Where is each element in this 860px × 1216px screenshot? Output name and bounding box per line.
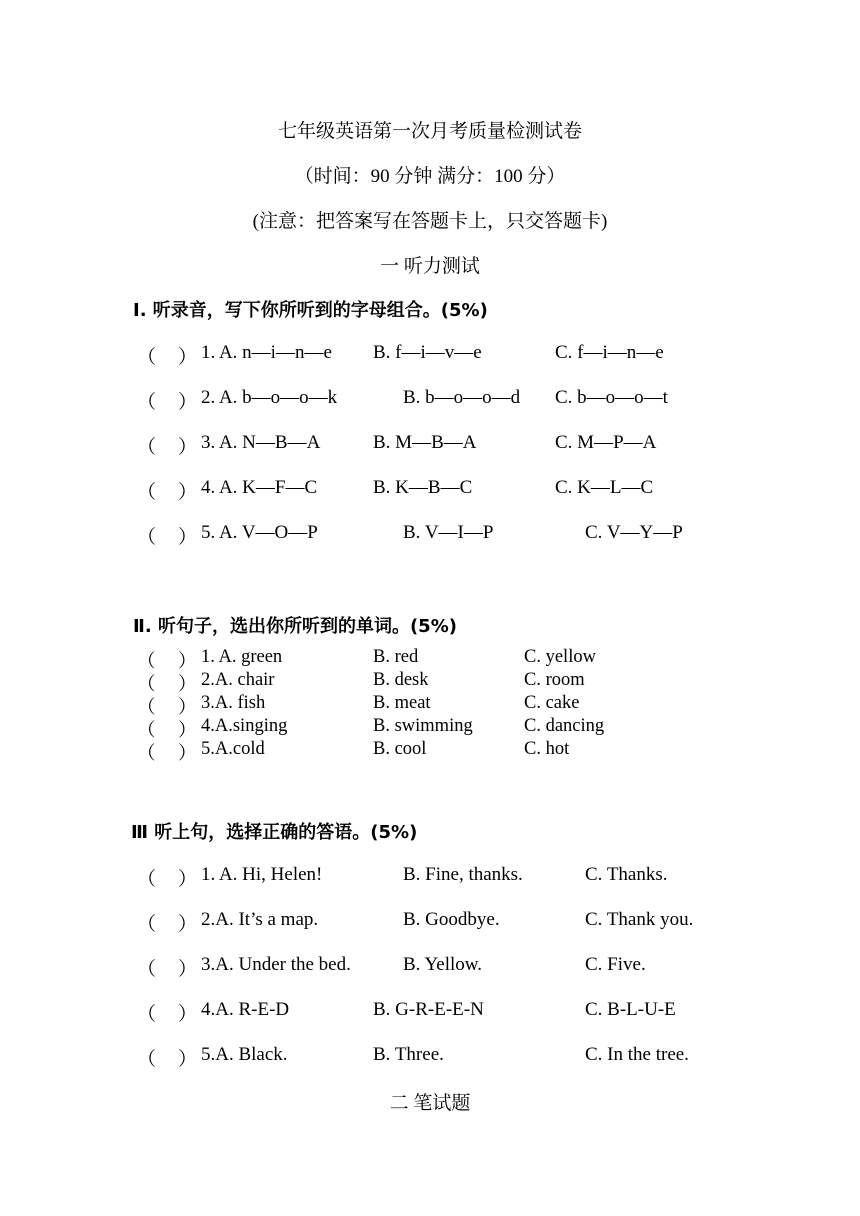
option-a: 2. A. b—o—o—k	[201, 387, 338, 408]
answer-close-paren: ）	[178, 869, 198, 890]
option-c: C. K—L—C	[555, 477, 654, 498]
answer-open-paren: （	[137, 675, 156, 695]
answer-close-paren: ）	[178, 744, 197, 764]
question-row	[0, 716, 860, 740]
answer-open-paren: （	[137, 437, 157, 458]
option-b: B. Goodbye.	[403, 909, 500, 930]
question-row	[0, 864, 860, 888]
option-b: B. meat	[373, 693, 431, 713]
time-info: （时间：90 分钟 满分：100 分）	[294, 166, 566, 187]
option-c: C. b—o—o—t	[555, 387, 668, 408]
question-row	[0, 387, 860, 411]
answer-open-paren: （	[137, 959, 157, 980]
option-a: 2.A. chair	[201, 670, 275, 690]
option-a: 2.A. It’s a map.	[201, 909, 319, 930]
answer-open-paren: （	[137, 744, 156, 764]
option-b: B. Three.	[373, 1044, 444, 1065]
option-c: C. Thanks.	[585, 864, 668, 885]
option-c: C. f—i—n—e	[555, 342, 664, 363]
option-c: C. room	[524, 670, 585, 690]
option-c: C. yellow	[524, 647, 596, 667]
answer-close-paren: ）	[178, 652, 197, 672]
option-b: B. desk	[373, 670, 429, 690]
question-row	[0, 999, 860, 1023]
option-c: C. V—Y—P	[585, 522, 683, 543]
option-c: C. M—P—A	[555, 432, 657, 453]
option-c: C. hot	[524, 739, 570, 759]
answer-open-paren: （	[137, 914, 157, 935]
answer-open-paren: （	[137, 869, 157, 890]
question-row	[0, 909, 860, 933]
answer-close-paren: ）	[178, 914, 198, 935]
option-a: 4. A. K—F—C	[201, 477, 318, 498]
option-b: B. f—i—v—e	[373, 342, 482, 363]
option-a: 4.A. R-E-D	[201, 999, 290, 1020]
answer-close-paren: ）	[178, 437, 198, 458]
option-b: B. K—B—C	[373, 477, 473, 498]
section2-heading: Ⅱ. 听句子，选出你所听到的单词。(5%)	[133, 616, 457, 637]
answer-open-paren: （	[137, 347, 157, 368]
option-a: 3. A. N—B—A	[201, 432, 321, 453]
answer-close-paren: ）	[178, 482, 198, 503]
question-row	[0, 432, 860, 456]
question-row	[0, 522, 860, 546]
option-b: B. red	[373, 647, 419, 667]
answer-open-paren: （	[137, 1004, 157, 1025]
option-a: 1. A. green	[201, 647, 283, 667]
question-row	[0, 954, 860, 978]
question-row	[0, 342, 860, 366]
answer-open-paren: （	[137, 482, 157, 503]
question-row	[0, 670, 860, 694]
option-b: B. cool	[373, 739, 427, 759]
option-b: B. M—B—A	[373, 432, 477, 453]
answer-close-paren: ）	[178, 347, 198, 368]
section1-heading: Ⅰ. 听录音，写下你所听到的字母组合。(5%)	[133, 300, 488, 321]
option-a: 3.A. Under the bed.	[201, 954, 351, 975]
option-b: B. b—o—o—d	[403, 387, 521, 408]
question-row	[0, 477, 860, 501]
exam-title: 七年级英语第一次月考质量检测试卷	[277, 121, 582, 142]
question-row	[0, 693, 860, 717]
answer-close-paren: ）	[178, 1004, 198, 1025]
option-c: C. cake	[524, 693, 580, 713]
question-row	[0, 647, 860, 671]
answer-open-paren: （	[137, 1049, 157, 1070]
option-a: 5.A.cold	[201, 739, 265, 759]
answer-open-paren: （	[137, 698, 156, 718]
option-c: C. In the tree.	[585, 1044, 689, 1065]
option-b: B. G-R-E-E-N	[373, 999, 484, 1020]
option-a: 5. A. V—O—P	[201, 522, 318, 543]
answer-close-paren: ）	[178, 721, 197, 741]
option-a: 1. A. n—i—n—e	[201, 342, 332, 363]
answer-close-paren: ）	[178, 527, 198, 548]
option-b: B. swimming	[373, 716, 473, 736]
option-a: 1. A. Hi, Helen!	[201, 864, 323, 885]
option-b: B. V—I—P	[403, 522, 494, 543]
part-one-title: 一 听力测试	[380, 256, 480, 277]
option-c: C. Thank you.	[585, 909, 694, 930]
option-c: C. dancing	[524, 716, 605, 736]
option-a: 5.A. Black.	[201, 1044, 288, 1065]
section3-heading: Ⅲ 听上句，选择正确的答语。(5%)	[131, 822, 418, 843]
answer-open-paren: （	[137, 652, 156, 672]
answer-close-paren: ）	[178, 675, 197, 695]
question-row	[0, 739, 860, 763]
answer-open-paren: （	[137, 392, 157, 413]
answer-close-paren: ）	[178, 1049, 198, 1070]
option-b: B. Fine, thanks.	[403, 864, 523, 885]
option-b: B. Yellow.	[403, 954, 483, 975]
answer-note: (注意：把答案写在答题卡上，只交答题卡)	[252, 211, 608, 232]
option-a: 4.A.singing	[201, 716, 288, 736]
question-row	[0, 1044, 860, 1068]
option-a: 3.A. fish	[201, 693, 266, 713]
part-two-title: 二 笔试题	[389, 1093, 471, 1114]
option-c: C. Five.	[585, 954, 646, 975]
answer-open-paren: （	[137, 721, 156, 741]
answer-close-paren: ）	[178, 392, 198, 413]
answer-close-paren: ）	[178, 698, 197, 718]
answer-close-paren: ）	[178, 959, 198, 980]
answer-open-paren: （	[137, 527, 157, 548]
option-c: C. B-L-U-E	[585, 999, 676, 1020]
